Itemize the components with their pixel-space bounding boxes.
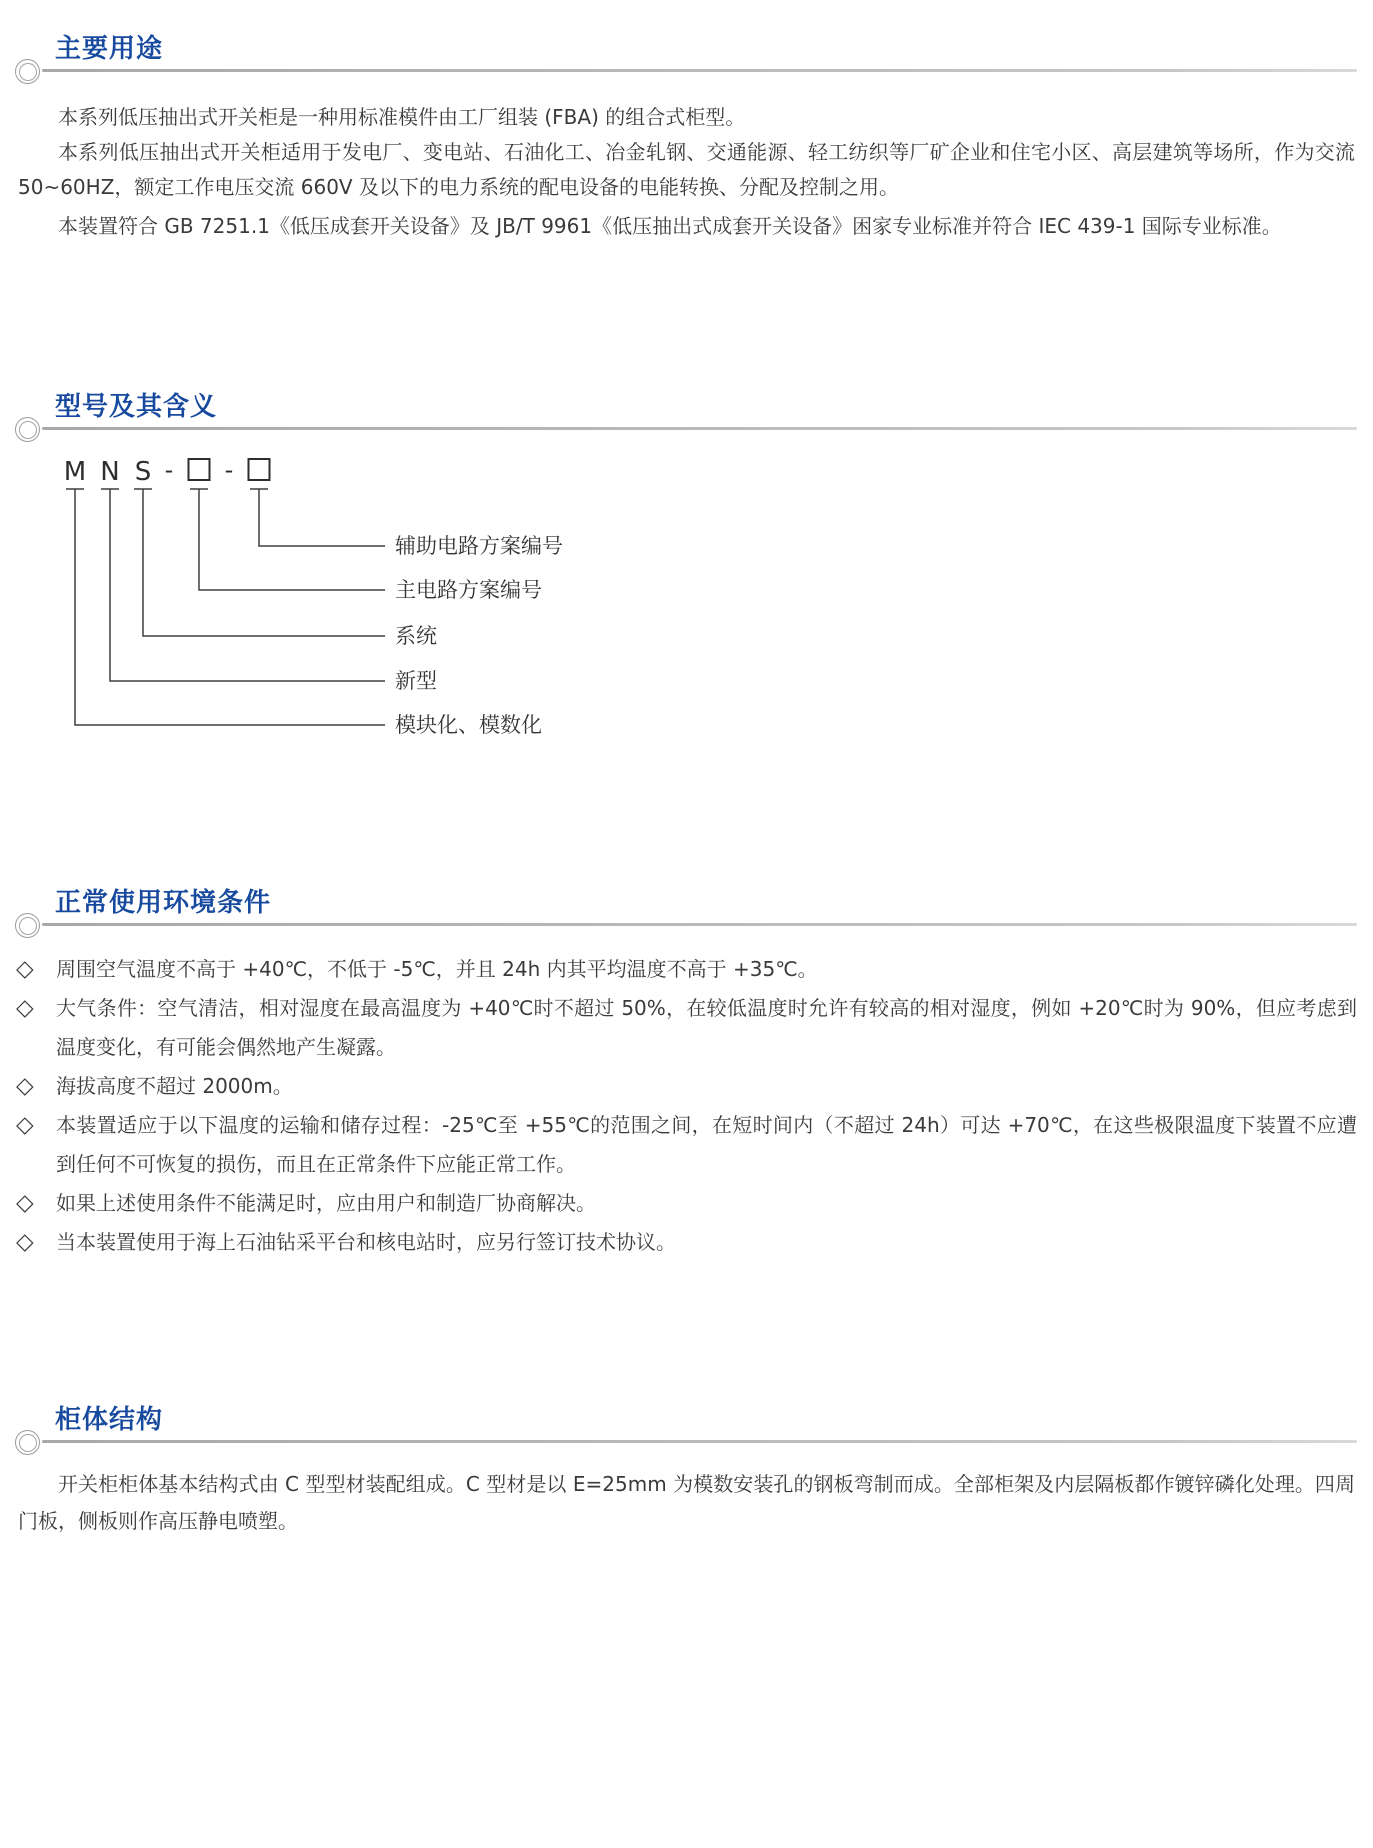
environment-conditions-list bbox=[16, 950, 1357, 1262]
list-item bbox=[16, 1067, 1357, 1106]
list-item-text: 海拔高度不超过 2000m。 bbox=[56, 1074, 293, 1098]
paragraph: 开关柜柜体基本结构式由 C 型型材装配组成。C 型材是以 E=25mm 为模数安装孔的钢板弯制而成。全部柜架及内层隔板都作镀锌磷化处理。四周门板，侧板则作高压静电喷塑。 bbox=[18, 1472, 1355, 1533]
diagram-line bbox=[143, 489, 385, 636]
model-letter: N bbox=[100, 457, 120, 487]
diagram-line bbox=[75, 489, 385, 725]
diamond-bullet-icon: ◇ bbox=[16, 995, 34, 1021]
diamond-bullet-icon: ◇ bbox=[16, 1190, 34, 1216]
ring-marker-icon bbox=[15, 417, 40, 442]
model-dash: - bbox=[224, 456, 234, 484]
list-item bbox=[16, 1184, 1357, 1223]
list-item bbox=[16, 1223, 1357, 1262]
section-title-structure: 柜体结构 bbox=[55, 1405, 164, 1435]
ring-marker-icon bbox=[15, 1430, 40, 1455]
section-header-usage bbox=[0, 34, 1373, 86]
usage-paragraphs bbox=[18, 100, 1355, 244]
section-divider bbox=[42, 427, 1357, 430]
section-header-environment bbox=[0, 888, 1373, 940]
section-title-environment: 正常使用环境条件 bbox=[55, 888, 272, 918]
list-item-text: 当本装置使用于海上石油钻采平台和核电站时，应另行签订技术协议。 bbox=[56, 1230, 676, 1254]
section-divider bbox=[42, 923, 1357, 926]
ring-marker-icon bbox=[15, 913, 40, 938]
diagram-line bbox=[259, 489, 385, 546]
diagram-label: 主电路方案编号 bbox=[395, 578, 542, 602]
model-placeholder-box bbox=[249, 459, 270, 480]
list-item-text: 如果上述使用条件不能满足时，应由用户和制造厂协商解决。 bbox=[56, 1191, 596, 1215]
structure-paragraphs bbox=[18, 1466, 1355, 1540]
diamond-bullet-icon: ◇ bbox=[16, 956, 34, 982]
section-divider bbox=[42, 69, 1357, 72]
diagram-leader-lines bbox=[75, 489, 385, 725]
list-item bbox=[16, 989, 1357, 1067]
section-header-model bbox=[0, 392, 1373, 444]
paragraph: 本系列低压抽出式开关柜适用于发电厂、变电站、石油化工、冶金轧钢、交通能源、轻工纺织等厂矿企业和住宅小区、高层建筑等场所，作为交流 50~60HZ，额定工作电压交流 660V 及以下的电力系统的配电设备的电能转换、分配及控制之用。 bbox=[18, 140, 1355, 199]
diagram-line bbox=[199, 489, 385, 590]
section-divider bbox=[42, 1440, 1357, 1443]
list-item bbox=[16, 950, 1357, 989]
diamond-bullet-icon: ◇ bbox=[16, 1073, 34, 1099]
list-item-text: 本装置适应于以下温度的运输和储存过程：-25℃至 +55℃的范围之间，在短时间内（不超过 24h）可达 +70℃，在这些极限温度下装置不应遭到任何不可恢复的损伤，而且在正常条件下应能正常工作。 bbox=[56, 1113, 1357, 1176]
ring-marker-icon bbox=[15, 59, 40, 84]
list-item bbox=[16, 1106, 1357, 1184]
section-title-model: 型号及其含义 bbox=[55, 392, 218, 422]
diamond-bullet-icon: ◇ bbox=[16, 1112, 34, 1138]
section-header-structure bbox=[0, 1405, 1373, 1457]
model-letter: S bbox=[134, 457, 152, 487]
model-code-diagram bbox=[40, 448, 600, 758]
section-title-usage: 主要用途 bbox=[55, 34, 164, 64]
model-letter: M bbox=[63, 457, 87, 487]
list-item-text: 周围空气温度不高于 +40℃，不低于 -5℃，并且 24h 内其平均温度不高于 +35℃。 bbox=[56, 957, 818, 981]
model-placeholder-box bbox=[189, 459, 210, 480]
diagram-label: 系统 bbox=[395, 624, 437, 648]
diagram-label: 辅助电路方案编号 bbox=[395, 534, 563, 558]
paragraph: 本系列低压抽出式开关柜是一种用标准模件由工厂组装 (FBA) 的组合式柜型。 bbox=[58, 105, 746, 129]
model-dash: - bbox=[164, 456, 174, 484]
diamond-bullet-icon: ◇ bbox=[16, 1229, 34, 1255]
diagram-label: 新型 bbox=[395, 669, 437, 693]
list-item-text: 大气条件：空气清洁，相对湿度在最高温度为 +40℃时不超过 50%，在较低温度时允许有较高的相对湿度，例如 +20℃时为 90%，但应考虑到温度变化，有可能会偶然地产生凝露。 bbox=[56, 996, 1357, 1059]
diagram-label: 模块化、模数化 bbox=[395, 713, 542, 737]
paragraph: 本装置符合 GB 7251.1《低压成套开关设备》及 JB/T 9961《低压抽出式成套开关设备》困家专业标准并符合 IEC 439-1 国际专业标准。 bbox=[58, 214, 1282, 238]
diagram-line bbox=[110, 489, 385, 681]
